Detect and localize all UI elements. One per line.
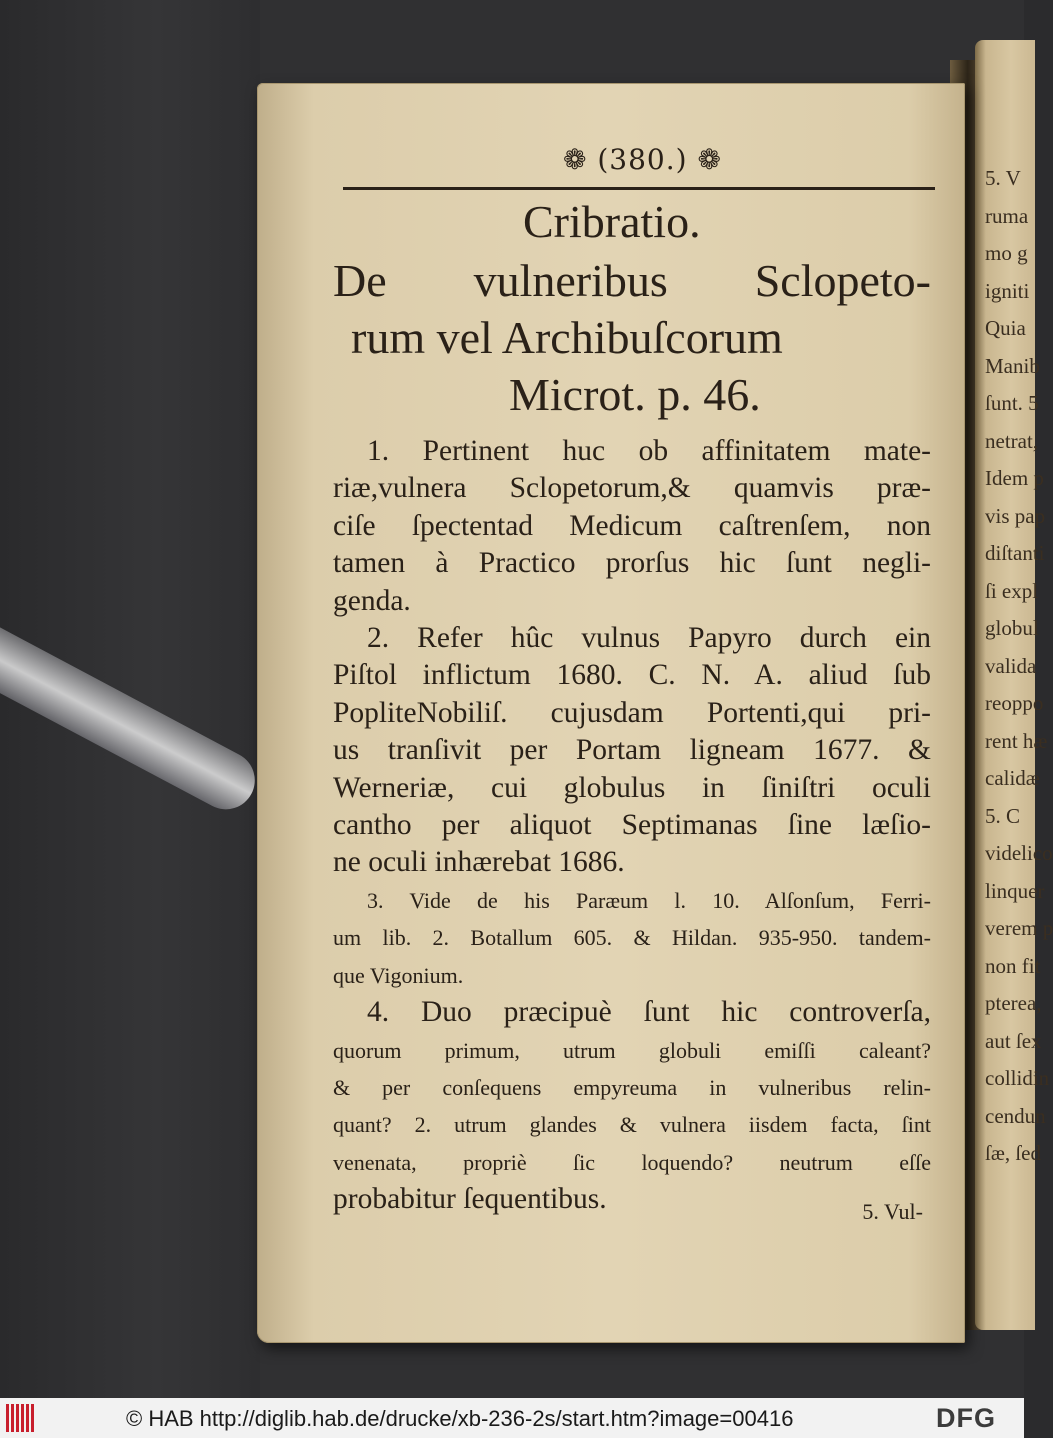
text-line: genda. bbox=[333, 584, 411, 617]
text-line: venenata, propriè ſic loquendo? neutrum eſſe bbox=[333, 1149, 931, 1175]
title-line-3: rum vel Archibuſcorum bbox=[351, 312, 783, 363]
text-line: um lib. 2. Botallum 605. & Hildan. 935-950. tandem- bbox=[333, 925, 931, 951]
facing-line: diſtanti bbox=[985, 541, 1045, 565]
text-line: & per conſequens empyreuma in vulneribus relin- bbox=[333, 1074, 931, 1100]
facing-line: calidæ bbox=[985, 766, 1040, 790]
facing-line: vis pap bbox=[985, 503, 1046, 528]
text-line: probabitur ſequentibus. bbox=[333, 1183, 607, 1216]
dfg-logo: DFG bbox=[936, 1403, 996, 1433]
text-line: ne oculi inhærebat 1686. bbox=[333, 846, 625, 879]
title-line-1: Cribratio. bbox=[523, 196, 701, 247]
facing-line: collidin bbox=[985, 1066, 1050, 1090]
facing-line: pterea, bbox=[985, 991, 1042, 1015]
text-line: tamen à Practico prorſus hic ſunt negli- bbox=[333, 547, 931, 580]
facing-line: aut ſex bbox=[985, 1028, 1042, 1053]
text-line: 3. Vide de his Paræum l. 10. Alſonſum, Ferri- bbox=[367, 887, 931, 913]
text-line: PopliteNobiliſ. cujusdam Portenti,qui pri- bbox=[333, 696, 931, 729]
copyright-link[interactable]: © HAB http://diglib.hab.de/drucke/xb-236-2s/start.htm?image=00416 bbox=[126, 1406, 794, 1431]
facing-line: mo g bbox=[985, 241, 1028, 265]
text-line: us tranſivit per Portam ligneam 1677. & bbox=[333, 734, 931, 767]
facing-page-text bbox=[985, 160, 1053, 1173]
text-line: que Vigonium. bbox=[333, 962, 464, 988]
facing-line: valida bbox=[985, 653, 1037, 678]
facing-line: non fit bbox=[985, 953, 1041, 978]
facing-line: Manib bbox=[985, 353, 1040, 378]
text-line: Werneriæ, cui globulus in ſiniſtri oculi bbox=[333, 771, 931, 804]
facing-line: igniti bbox=[985, 278, 1030, 303]
text-line: 1. Pertinent huc ob affinitatem mate- bbox=[367, 435, 931, 467]
facing-line: reoppo bbox=[985, 691, 1044, 715]
book-page bbox=[257, 83, 965, 1343]
text-line: Piſtol inflictum 1680. C. N. A. aliud ſub bbox=[333, 659, 931, 692]
facing-line: Quia bbox=[985, 316, 1026, 340]
facing-line: verem p bbox=[985, 916, 1053, 940]
facing-line: rent hæ bbox=[985, 728, 1048, 753]
text-line: 4. Duo præcipuè ſunt hic controverſa, bbox=[367, 996, 931, 1029]
facing-line: ſæ, ſed bbox=[985, 1141, 1041, 1165]
viewer-footer bbox=[0, 1398, 1024, 1438]
text-line: cantho per aliquot Septimanas ſine læſio- bbox=[333, 809, 931, 842]
title-line-2: De vulneribus Sclopeto- bbox=[333, 255, 931, 306]
text-line: riæ,vulnera Sclopetorum,& quamvis præ- bbox=[333, 472, 931, 505]
facing-line: ſi expl bbox=[985, 578, 1039, 603]
body-text bbox=[333, 433, 931, 1219]
facing-line: 5. V bbox=[985, 166, 1021, 190]
facing-line: netrat, bbox=[985, 428, 1039, 453]
facing-line: 5. C bbox=[985, 803, 1021, 828]
facing-line: Idem p bbox=[985, 466, 1044, 490]
facing-line: ſunt. 5 bbox=[985, 391, 1039, 415]
title-line-4: Microt. p. 46. bbox=[509, 369, 761, 420]
text-line: ciſe ſpectentad Medicum caſtrenſem, non bbox=[333, 509, 931, 542]
facing-line: linquer bbox=[985, 878, 1045, 903]
facing-line: globul bbox=[985, 616, 1039, 640]
text-line: quorum primum, utrum globuli emiſſi caleant? bbox=[333, 1037, 931, 1063]
facing-line: cendun bbox=[985, 1103, 1046, 1128]
header-rule bbox=[343, 187, 935, 190]
text-line: 2. Refer hûc vulnus Papyro durch ein bbox=[367, 622, 931, 655]
hab-logo-icon bbox=[6, 1404, 34, 1432]
facing-page bbox=[975, 40, 1053, 1330]
text-line: quant? 2. utrum glandes & vulnera iisdem facta, ſint bbox=[333, 1112, 931, 1138]
catchword: 5. Vul- bbox=[862, 1199, 923, 1224]
facing-line: videlico bbox=[985, 841, 1053, 865]
facing-line: ruma bbox=[985, 203, 1029, 228]
page-number: ❁ (380.) ❁ bbox=[563, 143, 722, 176]
